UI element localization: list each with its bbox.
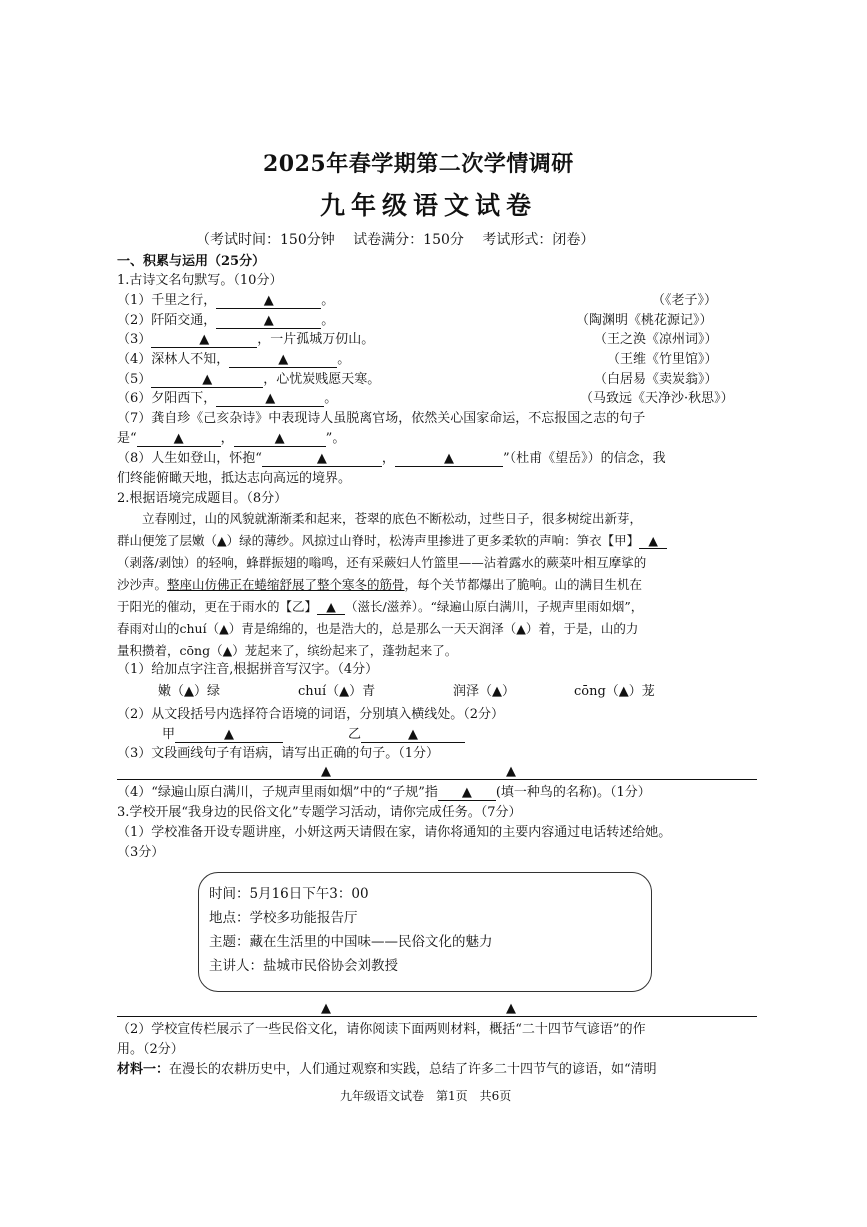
passage-line-1: 立春刚过，山的风貌就渐渐柔和起来，苍翠的底色不断松动，过些日子，很多树绽出新芽，: [117, 511, 643, 526]
q1-line-7b: 是“ ▲ ， ▲ ”。: [117, 431, 346, 446]
notice-speaker: 主讲人：盐城市民俗协会刘教授: [209, 958, 398, 974]
answer-blank[interactable]: ▲: [216, 293, 321, 309]
q1-line-2: （2）阡陌交通， ▲ 。: [117, 313, 335, 328]
q3-sub1-line-a: （1）学校准备开设专题讲座，小妍这两天请假在家，请你将通知的主要内容通过电话转述给她。: [117, 825, 672, 840]
answer-blank[interactable]: ▲: [438, 785, 496, 801]
q2-sub2-jia: 甲 ▲: [162, 726, 283, 744]
q1-line-3: （3） ▲ ，一片孤城万仞山。: [117, 332, 375, 347]
answer-blank[interactable]: ▲: [317, 599, 345, 615]
q2-sub1-item-1: 嫩（▲）绿: [158, 684, 220, 699]
question-2-prompt: 2.根据语境完成题目。（8分）: [117, 491, 288, 506]
answer-blank[interactable]: ▲: [361, 727, 465, 743]
q2-sub1-item-4: cōng（▲）茏: [574, 684, 655, 699]
answer-line[interactable]: [117, 779, 757, 780]
notice-location: 地点：学校多功能报告厅: [209, 910, 358, 926]
answer-blank[interactable]: ▲: [234, 431, 326, 447]
q3-sub2-line-a: （2）学校宣传栏展示了一些民俗文化，请你阅读下面两则材料，概括“二十四节气谚语”的作: [117, 1022, 646, 1037]
q1-line-5: （5） ▲ ，心忧炭贱愿天寒。: [117, 372, 381, 387]
answer-mark: ▲: [321, 764, 331, 779]
q2-sub2: （2）从文段括号内选择符合语境的词语，分别填入横线处。（2分）: [117, 707, 505, 722]
passage-line-3: （剥落/剥蚀）的轻响，蜂群振翅的嗡鸣，还有采蕨妇人竹篮里——沾着露水的蕨菜叶相互摩挲的: [117, 555, 647, 570]
q2-sub1: （1）给加点字注音,根据拼音写汉字。（4分）: [117, 662, 379, 677]
q1-line-8b: 们终能俯瞰天地，抵达志向高远的境界。: [117, 471, 352, 486]
q1-line-7a: （7）龚自珍《己亥杂诗》中表现诗人虽脱离官场，依然关心国家命运，不忘报国之志的句子: [117, 411, 646, 426]
q3-sub1-line-b: （3分）: [117, 845, 165, 860]
answer-mark: ▲: [506, 764, 516, 779]
q1-source-1: （《老子》）: [652, 293, 718, 308]
q1-source-3: （王之涣《凉州词》）: [594, 332, 718, 347]
passage-line-2: 群山便笼了层嫩（▲）绿的薄纱。风掠过山脊时，松涛声里掺进了更多柔软的声响：笋衣【甲】 ▲: [117, 530, 667, 552]
exam-title: 2025年春学期第二次学情调研: [263, 151, 574, 177]
page-footer: 九年级语文试卷 第1页 共6页: [340, 1089, 512, 1103]
answer-blank[interactable]: ▲: [137, 431, 221, 447]
underlined-sentence: 整座山仿佛正在蜷缩舒展了整个寒冬的筋骨: [167, 577, 405, 592]
q1-source-6: （马致远《天净沙·秋思》）: [580, 391, 734, 406]
exam-info: （考试时间：150分钟 试卷满分：150分 考试形式：闭卷）: [196, 232, 595, 248]
q2-sub1-item-3: 润泽（▲）: [453, 684, 515, 699]
question-3-prompt: 3.学校开展“我身边的民俗文化”专题学习活动，请你完成任务。（7分）: [117, 805, 522, 820]
answer-blank[interactable]: ▲: [229, 352, 337, 368]
notice-topic: 主题：藏在生活里的中国味——民俗文化的魅力: [209, 934, 493, 950]
answer-mark: ▲: [506, 1001, 516, 1016]
answer-blank[interactable]: ▲: [151, 332, 257, 348]
q2-sub4: （4）“绿遍山原白满川，子规声里雨如烟”中的“子规”指 ▲ (填一种鸟的名称)。（1分）: [117, 785, 651, 800]
q1-source-2: （陶渊明《桃花源记》）: [576, 313, 713, 328]
q1-line-4: （4）深林人不知， ▲ 。: [117, 352, 351, 367]
question-1-prompt: 1.古诗文名句默写。（10分）: [117, 273, 283, 288]
passage-line-7: 量积攒着，cōng（▲）茏起来了，缤纷起来了，蓬勃起来了。: [117, 643, 458, 658]
q2-sub2-yi: 乙 ▲: [348, 726, 465, 744]
answer-blank[interactable]: ▲: [216, 391, 324, 407]
answer-mark: ▲: [321, 1001, 331, 1016]
q1-line-6: （6）夕阳西下， ▲ 。: [117, 391, 338, 406]
q1-source-5: （白居易《卖炭翁》）: [594, 372, 718, 387]
answer-blank[interactable]: ▲: [151, 372, 263, 388]
exam-subtitle: 九年级语文试卷: [320, 191, 538, 220]
q1-line-8a: （8）人生如登山，怀抱“ ▲ ， ▲ ”（杜甫《望岳》）的信念，我: [117, 451, 666, 466]
answer-blank[interactable]: ▲: [639, 533, 667, 549]
q1-line-1: （1）千里之行， ▲ 。: [117, 293, 335, 308]
lecture-notice: [198, 872, 652, 992]
passage-line-6: 春雨对山的chuí（▲）青是绵绵的，也是浩大的，总是那么一天天润泽（▲）着，于是，山的力: [117, 621, 639, 636]
passage-line-4: 沙沙声。整座山仿佛正在蜷缩舒展了整个寒冬的筋骨，每个关节都爆出了脆响。山的满目生机在: [117, 577, 643, 592]
answer-blank[interactable]: ▲: [395, 451, 503, 467]
q2-sub1-item-2: chuí（▲）青: [298, 684, 376, 699]
answer-blank[interactable]: ▲: [216, 313, 321, 329]
material-1: 材料一：在漫长的农耕历史中，人们通过观察和实践，总结了许多二十四节气的谚语，如“清明: [117, 1062, 657, 1077]
section-heading: 一、积累与运用（25分）: [117, 254, 266, 269]
passage-line-5: 于阳光的催动，更在于雨水的【乙】 ▲ （滋长/滋养）。“绿遍山原白满川，子规声里雨如烟”，: [117, 599, 644, 614]
q2-sub3: （3）文段画线句子有语病，请写出正确的句子。（1分）: [117, 746, 440, 761]
answer-line[interactable]: [117, 1016, 757, 1017]
q1-source-4: （王维《竹里馆》）: [607, 352, 718, 367]
answer-blank[interactable]: ▲: [262, 451, 382, 467]
answer-blank[interactable]: ▲: [175, 727, 283, 743]
q3-sub2-line-b: 用。（2分）: [117, 1042, 184, 1057]
notice-time: 时间：5月16日下午3：00: [209, 886, 369, 902]
